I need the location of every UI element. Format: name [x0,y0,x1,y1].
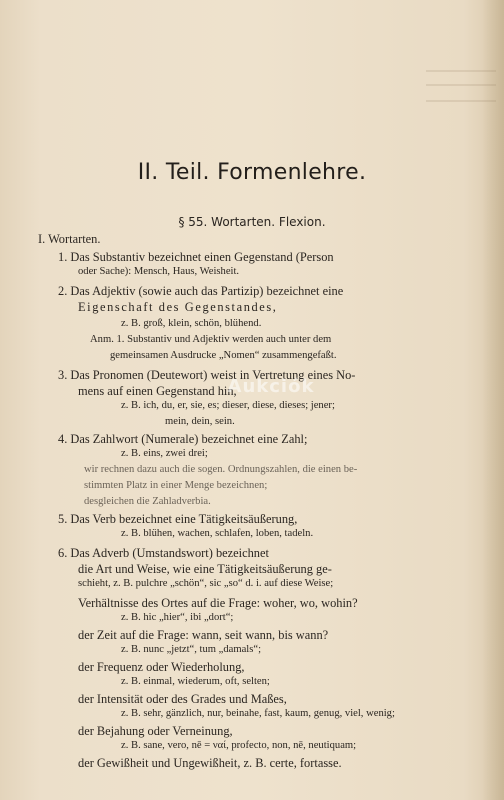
text-line: der Bejahung oder Verneinung, [78,724,233,738]
chapter-title: II. Teil. Formenlehre. [137,160,367,185]
text-line: z. B. groß, klein, schön, blühend. [121,318,262,329]
text-line: z. B. eins, zwei drei; [121,448,208,459]
text-line: z. B. nunc „jetzt“, tum „damals“; [121,644,262,655]
text-line: z. B. blühen, wachen, schlafen, loben, tadeln. [121,528,314,539]
text-line: Eigenschaft des Gegenstandes, [78,300,278,314]
bleed-through-mark [426,70,496,72]
text-line: der Frequenz oder Wiederholung, [78,660,245,674]
text-line: stimmten Platz in einer Menge bezeichnen; [84,480,268,491]
text-line: Verhältnisse des Ortes auf die Frage: woher, wo, wohin? [78,596,358,610]
text-line: z. B. ich, du, er, sie, es; dieser, diese, dieses; jener; [121,400,335,411]
text-line: z. B. sehr, gänzlich, nur, beinahe, fast, kaum, genug, viel, wenig; [121,708,395,719]
text-line: 4. Das Zahlwort (Numerale) bezeichnet eine Zahl; [58,432,308,446]
text-line: mens auf einen Gegenstand hin, [78,384,237,398]
text-line: 1. Das Substantiv bezeichnet einen Gegenstand (Person [58,250,334,264]
text-line: mein, dein, sein. [165,416,235,427]
text-line: Anm. 1. Substantiv und Adjektiv werden auch unter dem [90,334,332,345]
text-line: 5. Das Verb bezeichnet eine Tätigkeitsäußerung, [58,512,298,526]
text-line: 6. Das Adverb (Umstandswort) bezeichnet [58,546,269,560]
text-line: I. Wortarten. [38,232,101,246]
text-line: 3. Das Pronomen (Deutewort) weist in Vertretung eines No- [58,368,356,382]
text-line: schieht, z. B. pulchre „schön“, sic „so“ d. i. auf diese Weise; [78,578,334,589]
text-line: der Intensität oder des Grades und Maßes, [78,692,287,706]
text-line: die Art und Weise, wie eine Tätigkeitsäußerung ge- [78,562,332,576]
text-line: z. B. einmal, wiederum, oft, selten; [121,676,270,687]
text-line: 2. Das Adjektiv (sowie auch das Partizip) bezeichnet eine [58,284,344,298]
text-line: z. B. hic „hier“, ibi „dort“; [121,612,234,623]
text-line: der Gewißheit und Ungewißheit, z. B. certe, fortasse. [78,756,342,770]
watermark: Aukciók [227,376,315,397]
text-line: desgleichen die Zahladverbia. [84,496,211,507]
section-heading: § 55. Wortarten. Flexion. [178,215,326,229]
text-line: der Zeit auf die Frage: wann, seit wann, bis wann? [78,628,329,642]
text-line: z. B. sane, vero, nē = ναί, profecto, non, nē, neutiquam; [121,740,357,751]
bleed-through-mark [426,100,496,102]
bleed-through-mark [426,84,496,86]
text-line: wir rechnen dazu auch die sogen. Ordnungszahlen, die einen be- [84,464,358,475]
text-line: oder Sache): Mensch, Haus, Weisheit. [78,266,240,277]
page-edge-shadow [482,0,504,800]
text-line: gemeinsamen Ausdrucke „Nomen“ zusammengefaßt. [110,350,337,361]
